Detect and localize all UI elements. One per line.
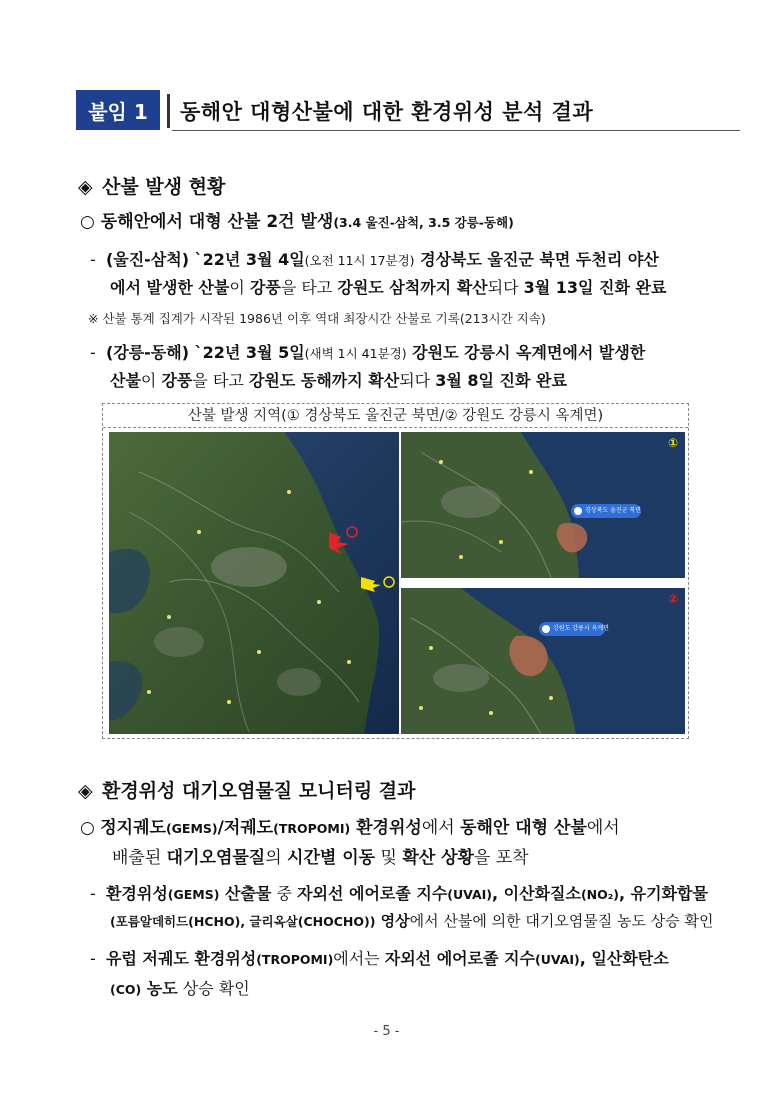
map-korean-peninsula — [109, 432, 399, 734]
footnote-longest-fire: ※ 산불 통계 집계가 시작된 1986년 이후 역대 최장시간 산불로 기록(213시간 지속) — [88, 311, 546, 326]
bullet-wildfire-summary: ○ 동해안에서 대형 산불 2건 발생(3.4 울진-삼척, 3.5 강릉-동해) — [80, 212, 514, 232]
figure-caption: 산불 발생 지역(① 경상북도 울진군 북면/② 강원도 강릉시 옥계면) — [103, 404, 688, 428]
pin-label-uljin: 경상북도 울진군 북면 — [585, 507, 641, 514]
pin-label-gangneung: 강원도 강릉시 옥계면 — [553, 625, 609, 632]
circle-bullet-icon: ○ — [80, 818, 95, 838]
sub-item-gangneung-line2: 산불이 강풍을 타고 강원도 동해까지 확산되다 3월 8일 진화 완료 — [110, 371, 567, 390]
marker-one: ① — [668, 436, 679, 450]
sub-item-uljin-line1: - (울진-삼척) `22년 3월 4일(오전 11시 17분경) 경상북도 울진군 북면 두천리 야산 — [90, 250, 659, 269]
diamond-bullet-icon: ◈ — [78, 176, 93, 198]
bullet-satellite-line1: ○ 정지궤도(GEMS)/저궤도(TROPOMI) 환경위성에서 동해안 대형 산불에서 — [80, 818, 620, 838]
diamond-bullet-icon: ◈ — [78, 780, 93, 802]
sub-item-gems-line1: - 환경위성(GEMS) 산출물 중 자외선 에어로졸 지수(UVAI), 이산화질소(NO₂), 유기화합물 — [90, 884, 708, 903]
section-heading-wildfire-status — [78, 172, 225, 199]
section-heading-satellite-monitoring — [78, 776, 416, 803]
attachment-badge: 붙임 1 — [76, 90, 160, 130]
attachment-header — [76, 90, 666, 132]
header-separator — [167, 94, 170, 128]
section-title: 산불 발생 현황 — [102, 176, 226, 198]
header-underline — [172, 130, 740, 131]
marker-two: ② — [668, 592, 679, 606]
section-title: 환경위성 대기오염물질 모니터링 결과 — [102, 780, 416, 802]
sub-item-tropomi-line1: - 유럽 저궤도 환경위성(TROPOMI)에서는 자외선 에어로졸 지수(UVAI), 일산화탄소 — [90, 949, 669, 968]
wildfire-location-figure — [102, 403, 689, 739]
bullet-satellite-line2: 배출된 대기오염물질의 시간별 이동 및 확산 상황을 포착 — [112, 848, 529, 868]
sub-item-gems-line2: (포름알데히드(HCHO), 글리옥살(CHOCHO)) 영상에서 산불에 의한 대기오염물질 농도 상승 확인 — [110, 912, 714, 930]
map-uljin — [401, 432, 685, 578]
circle-bullet-icon: ○ — [80, 212, 95, 232]
sub-item-gangneung-line1: - (강릉-동해) `22년 3월 5일(새벽 1시 41분경) 강원도 강릉시 옥계면에서 발생한 — [90, 343, 646, 362]
sub-item-tropomi-line2: (CO) 농도 상승 확인 — [110, 979, 250, 998]
page-title: 동해안 대형산불에 대한 환경위성 분석 결과 — [180, 100, 594, 124]
page-number: - 5 - — [373, 1024, 400, 1039]
map-gangneung — [401, 588, 685, 734]
sub-item-uljin-line2: 에서 발생한 산불이 강풍을 타고 강원도 삼척까지 확산되다 3월 13일 진화 완료 — [110, 278, 667, 297]
